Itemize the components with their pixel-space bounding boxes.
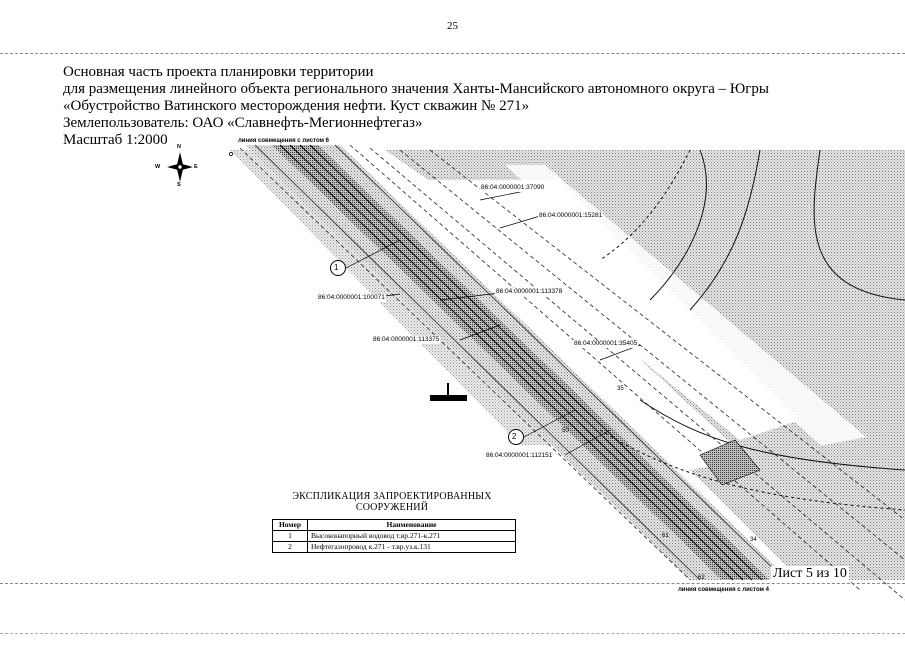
page-number: 25 xyxy=(447,20,458,32)
row-name: Высоконапорный водовод т.вр.271-к.271 xyxy=(308,531,516,542)
header-land-user: Землепользователь: ОАО «Славнефть-Мегионнефтегаз» xyxy=(63,115,423,131)
row-number: 1 xyxy=(273,531,308,542)
explication-subtitle: СООРУЖЕНИЙ xyxy=(355,502,429,513)
explication-table xyxy=(272,519,516,553)
parcel-label: 86:04:0000001:15281 xyxy=(539,212,603,219)
parcel-label: 86:04:0000001:100071 xyxy=(318,294,385,301)
compass-west: W xyxy=(155,164,161,170)
header-project: «Обустройство Ватинского месторождения нефти. Куст скважин № 271» xyxy=(63,98,530,114)
compass-east: E xyxy=(194,164,198,170)
parcel-label: 86:04:0000001:35405 xyxy=(574,340,638,347)
match-line-top-label: линия совмещения с листом 6 xyxy=(238,138,329,144)
marker-2-label: 2 xyxy=(512,432,517,441)
column-header-name: Наименование xyxy=(308,520,516,531)
explication-block xyxy=(272,491,512,553)
parcel-label: 86:04:0000001:112151 xyxy=(486,452,553,459)
point-number: 35 xyxy=(617,386,624,392)
table-row xyxy=(273,531,516,542)
table-row xyxy=(273,542,516,553)
header-scale: Масштаб 1:2000 xyxy=(63,132,168,148)
point-number: 34 xyxy=(750,537,757,543)
bottom-dashed-rule xyxy=(0,583,905,584)
parcel-label: 86:04:0000001:113378 xyxy=(496,288,563,295)
point-number: 62 xyxy=(698,575,705,581)
explication-title: ЭКСПЛИКАЦИЯ ЗАПРОЕКТИРОВАННЫХ xyxy=(292,491,492,502)
column-header-number: Номер xyxy=(273,520,308,531)
header-title: Основная часть проекта планировки территории xyxy=(63,64,374,80)
row-number: 2 xyxy=(273,542,308,553)
compass-south: S xyxy=(177,182,181,188)
parcel-label: 86:04:0000001:37090 xyxy=(481,184,545,191)
marker-1-label: 1 xyxy=(334,263,339,272)
header-object: для размещения линейного объекта регионального значения Ханты-Мансийского автономного округа – Югры xyxy=(63,81,769,97)
parcel-label: 86:04:0000001:113375 xyxy=(373,336,440,343)
footer-dashed-rule xyxy=(0,633,905,634)
point-number: 50 xyxy=(562,428,569,434)
table-header-row xyxy=(273,520,516,531)
match-line-bottom-label: линия совмещения с листом 4 xyxy=(678,587,769,593)
compass-north: N xyxy=(177,144,181,150)
row-name: Нефтегазопровод к.271 - т.вр.уз.к.131 xyxy=(308,542,516,553)
sheet-label: Лист 5 из 10 xyxy=(773,566,847,581)
point-number: 61 xyxy=(662,533,669,539)
